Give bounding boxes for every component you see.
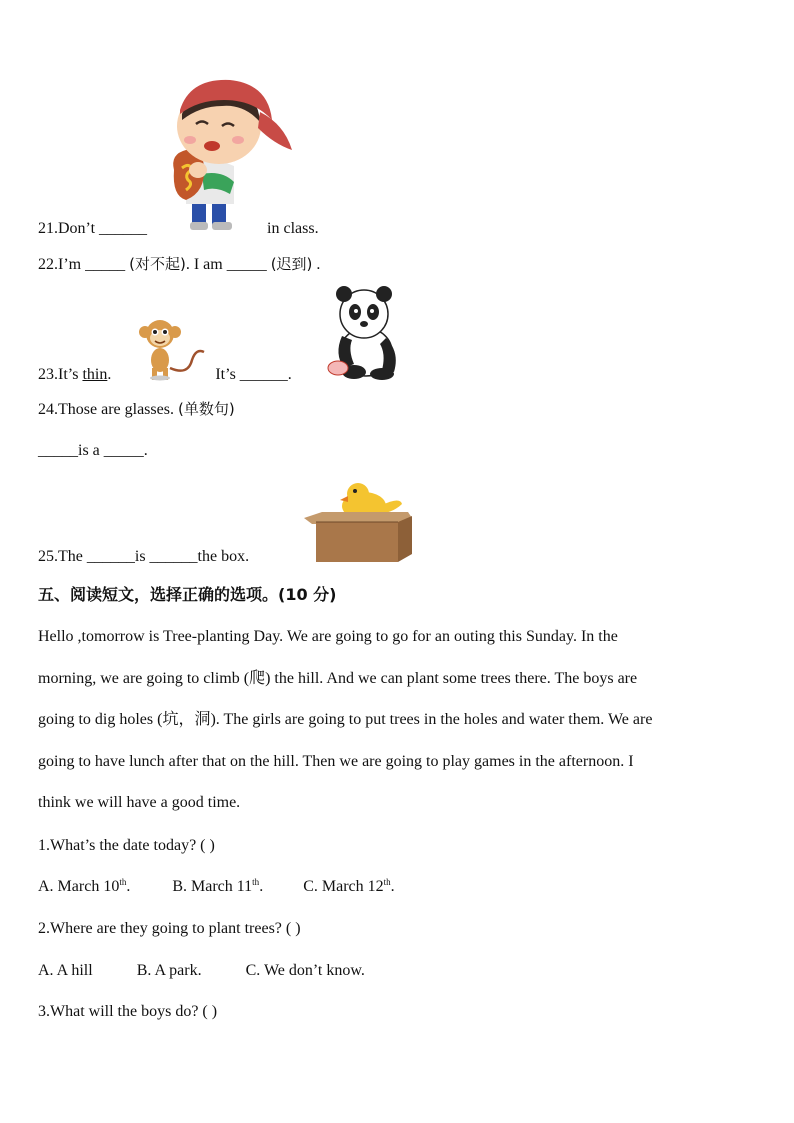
question-22-text-b: . I am _____	[185, 256, 271, 273]
question-25: 25.The ______is ______the box.	[38, 548, 250, 565]
option-1c: C. March 12th.	[303, 877, 395, 895]
reading-passage	[38, 616, 754, 824]
reading-question-2: 2.Where are they going to plant trees? ( )	[38, 920, 301, 937]
question-2-options	[38, 961, 365, 981]
duck-in-box-icon	[302, 478, 416, 564]
question-24-answer: _____is a _____.	[38, 442, 148, 459]
option-2b: B. A park.	[136, 962, 202, 979]
question-22-end: .	[312, 256, 321, 273]
question-21	[38, 219, 319, 239]
option-2c: C. We don’t know.	[245, 962, 365, 979]
panda-icon	[324, 284, 404, 380]
question-23	[38, 365, 292, 385]
reading-question-3: 3.What will the boys do? ( )	[38, 1003, 218, 1020]
option-1a: A. March 10th.	[38, 877, 131, 895]
question-22	[38, 254, 320, 275]
question-24-hint: (单数句)	[177, 400, 235, 418]
question-1-options	[38, 877, 395, 897]
question-21-before: Don’t ______	[58, 220, 148, 237]
passage-line: going to have lunch after that on the hill. Then we are going to play games in the afternoon. I	[38, 752, 634, 770]
question-21-after: in class.	[267, 220, 319, 237]
passage-line: think we will have a good time.	[38, 794, 241, 811]
option-1b: B. March 11th.	[172, 877, 264, 895]
question-23-dot: .	[107, 366, 112, 383]
boy-eating-icon	[164, 74, 294, 236]
question-23-second: It’s ______.	[215, 366, 292, 383]
option-2a: A. A hill	[38, 962, 93, 979]
question-23-word: thin	[82, 366, 108, 383]
question-21-number: 21.	[38, 220, 58, 237]
section-5-title: 五、阅读短文，选择正确的选项。(10 分)	[38, 585, 337, 604]
passage-line: Hello ,tomorrow is Tree-planting Day. We are going to go for an outing this Sunday. In the	[38, 628, 618, 645]
passage-line: morning, we are going to climb (爬) the hill. And we can plant some trees there. The boys are	[38, 669, 638, 687]
question-22-hint-late: (迟到)	[270, 255, 313, 273]
reading-question-1: 1.What’s the date today? ( )	[38, 837, 215, 854]
question-23-lead: 23.It’s	[38, 366, 83, 383]
question-24	[38, 399, 235, 420]
passage-line: going to dig holes (坑，洞). The girls are going to put trees in the holes and water them. We are	[38, 711, 653, 728]
question-22-text-a: 22.I’m _____	[38, 256, 130, 273]
question-22-hint-sorry: (对不起)	[129, 255, 186, 273]
question-24-line1: 24.Those are glasses.	[38, 401, 178, 418]
